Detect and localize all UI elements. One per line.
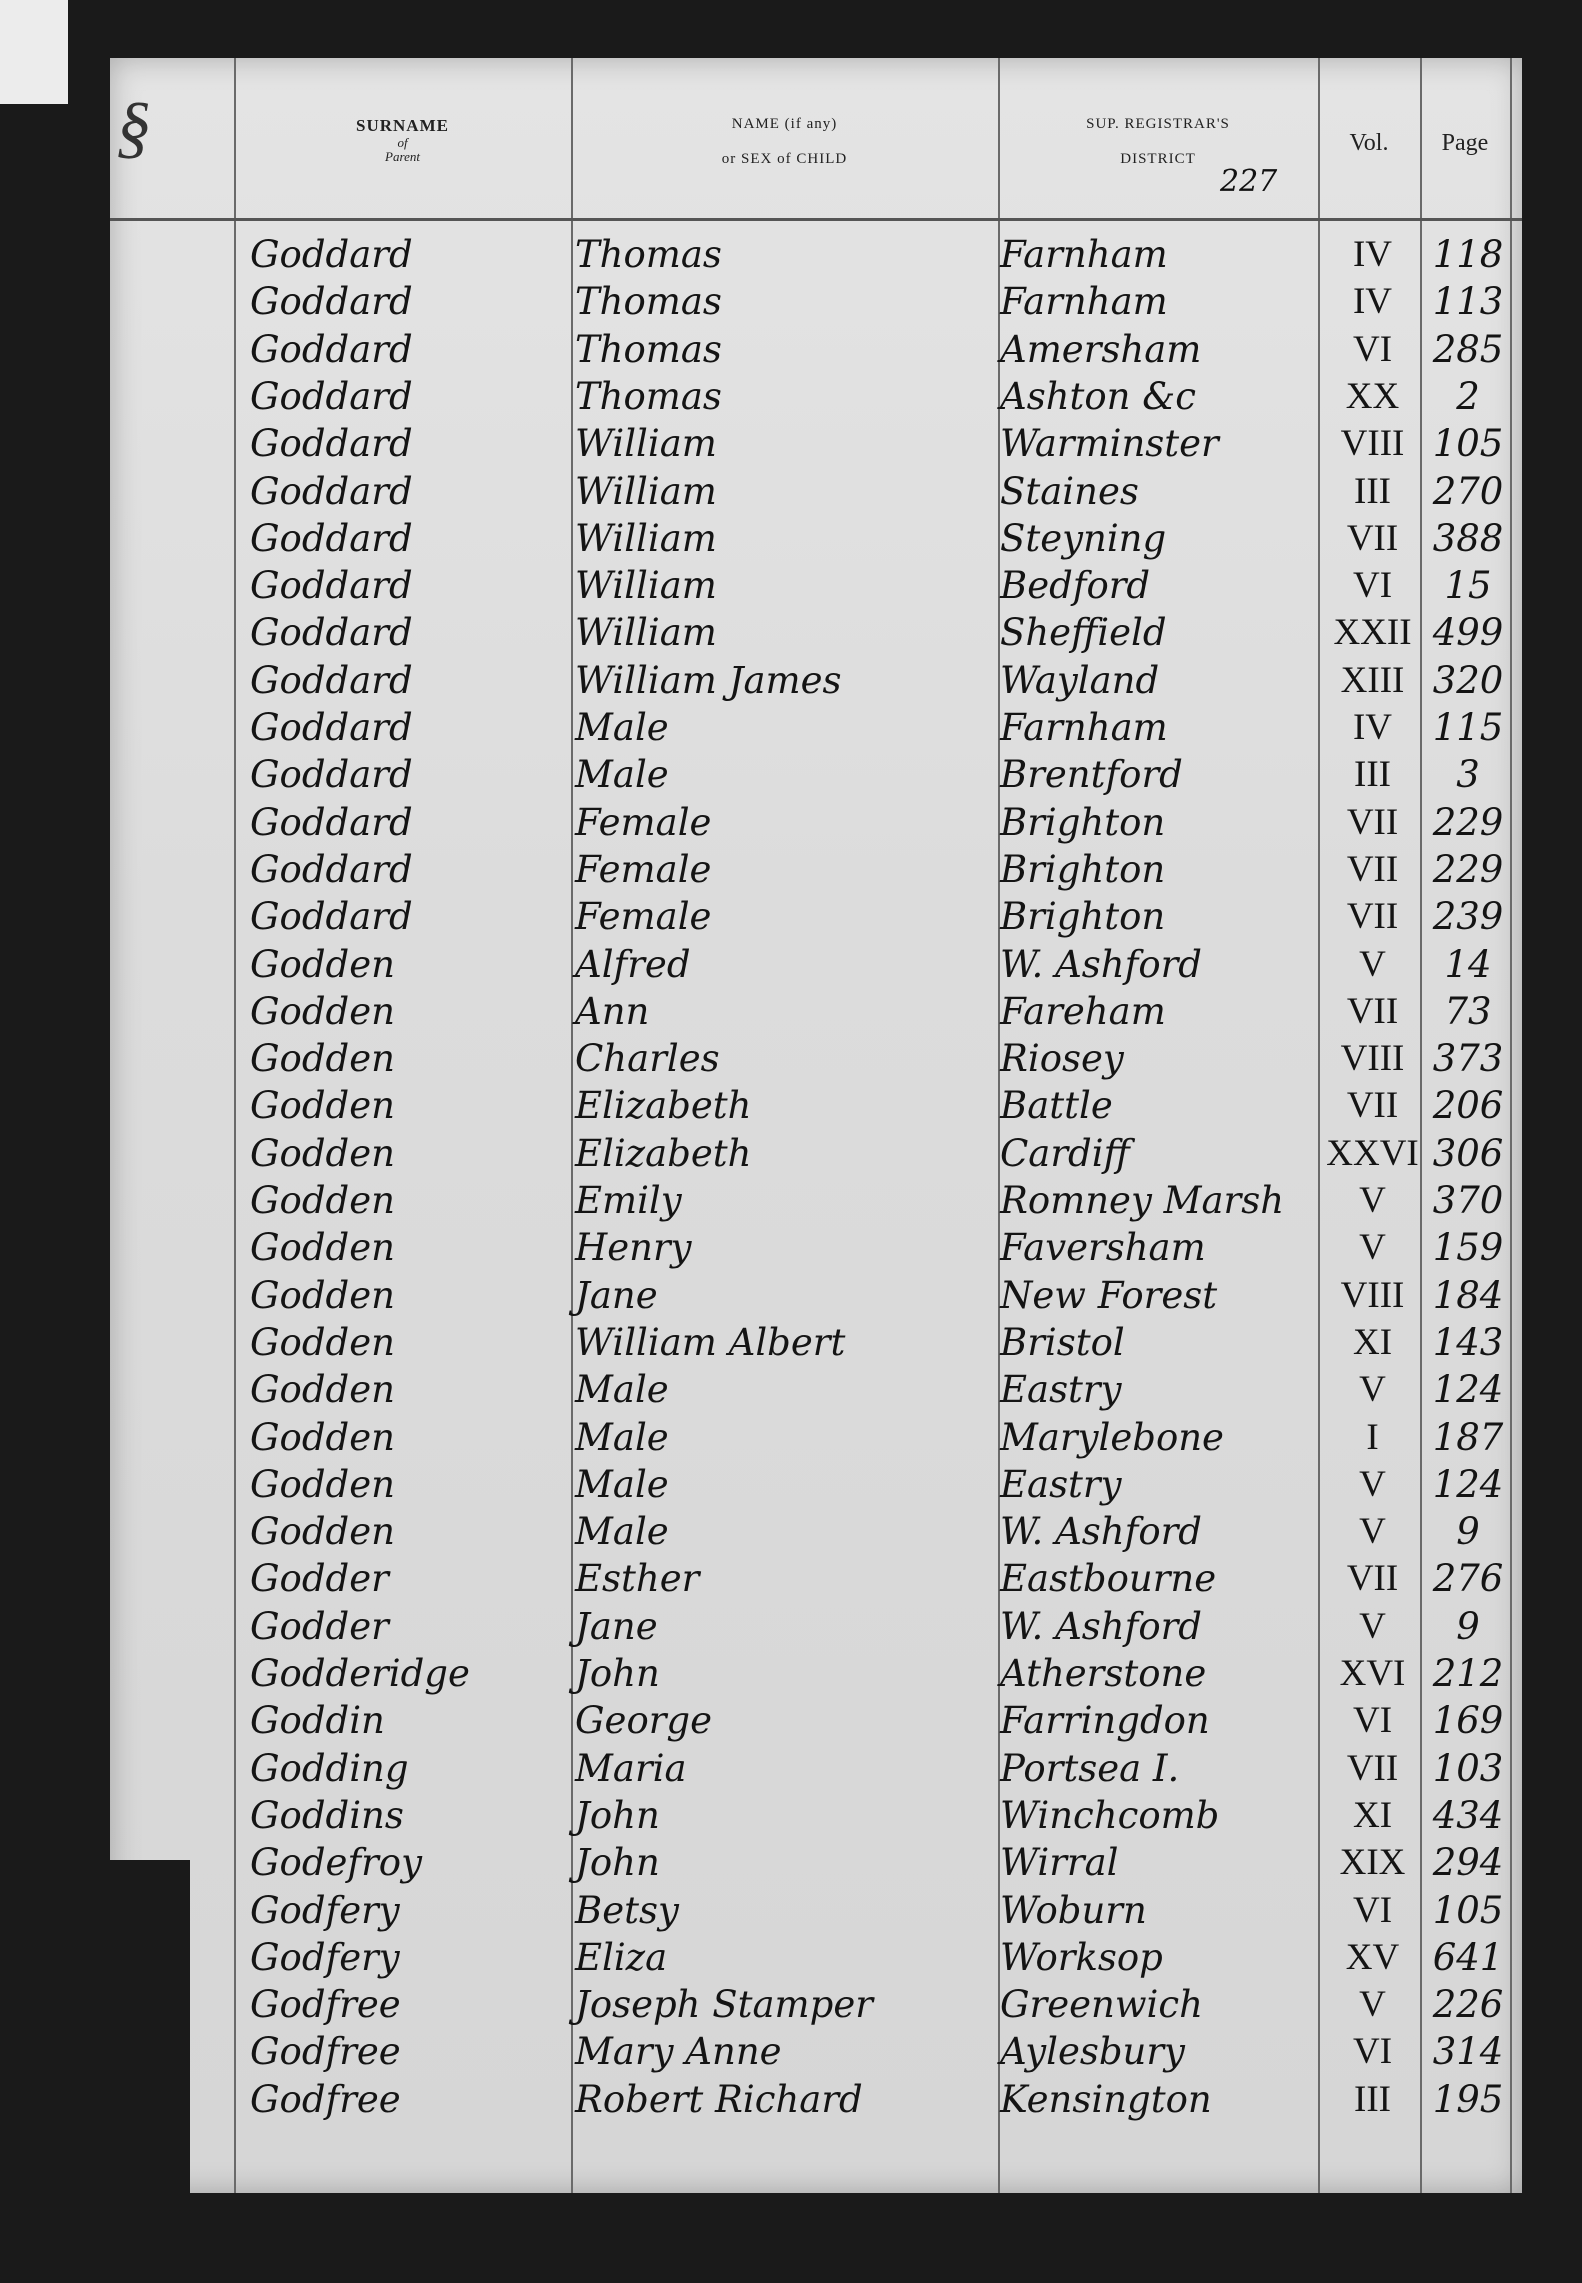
table-row [110, 706, 1522, 753]
volume-cell: VI [1352, 1700, 1393, 1742]
surname-cell: Goddard [250, 706, 413, 749]
name-cell: Mary Anne [575, 2030, 782, 2074]
name-cell: Henry [575, 1226, 692, 1270]
register-header [110, 58, 1522, 220]
name-cell: Eliza [575, 1935, 668, 1979]
volume-cell: V [1359, 1227, 1386, 1269]
district-cell: Bedford [1000, 564, 1151, 608]
table-row [110, 564, 1522, 611]
table-row [110, 611, 1522, 658]
district-cell: Brighton [1000, 847, 1166, 891]
page-cell: 113 [1432, 280, 1504, 324]
table-row [110, 280, 1522, 327]
surname-cell: Godden [250, 1320, 395, 1364]
volume-cell: XV [1345, 1936, 1400, 1978]
name-cell: Maria [575, 1746, 687, 1790]
district-cell: Portsea I. [1000, 1746, 1180, 1790]
district-cell: Wirral [1000, 1841, 1119, 1885]
volume-cell: V [1359, 1180, 1386, 1221]
district-cell: Amersham [1000, 327, 1202, 371]
table-row [110, 943, 1522, 990]
page-cell: 499 [1432, 611, 1504, 655]
name-cell: Thomas [575, 327, 722, 371]
page-cell: 115 [1432, 706, 1504, 749]
surname-cell: Goddard [250, 280, 413, 324]
table-row [110, 517, 1522, 564]
district-cell: Winchcomb [1000, 1793, 1220, 1837]
surname-cell: Godding [250, 1746, 409, 1790]
district-cell: Marylebone [1000, 1415, 1224, 1459]
name-cell: Jane [575, 1273, 658, 1317]
surname-cell: Godderidge [250, 1652, 470, 1695]
volume-cell: VII [1346, 896, 1399, 938]
surname-cell: Godden [250, 1273, 395, 1317]
table-row [110, 895, 1522, 942]
district-cell: New Forest [1000, 1273, 1218, 1317]
name-cell: Robert Richard [575, 2077, 863, 2121]
district-cell: Staines [1000, 469, 1139, 513]
district-cell: Eastry [1000, 1368, 1122, 1412]
volume-cell: III [1354, 470, 1391, 512]
name-cell: John [575, 1841, 660, 1885]
name-cell: John [575, 1652, 660, 1695]
name-cell: Male [575, 1415, 669, 1459]
surname-cell: Goddard [250, 895, 413, 939]
scan-corner [0, 0, 68, 104]
name-cell: William [575, 469, 717, 513]
name-cell: William [575, 564, 717, 608]
surname-cell: Godefroy [250, 1841, 422, 1885]
name-cell: Jane [575, 1604, 658, 1648]
volume-cell: III [1354, 754, 1391, 796]
page-cell: 641 [1432, 1935, 1504, 1979]
page-cell: 103 [1432, 1746, 1504, 1790]
volume-cell: I [1366, 1416, 1379, 1458]
page-cell: 118 [1432, 233, 1504, 276]
page-cell: 184 [1432, 1273, 1504, 1317]
table-row [110, 1699, 1522, 1746]
page-cell: 14 [1444, 942, 1492, 986]
volume-cell: III [1354, 2078, 1391, 2120]
surname-cell: Godfree [250, 2077, 401, 2121]
volume-cell: IV [1352, 707, 1393, 748]
volume-cell: V [1359, 1369, 1386, 1411]
volume-cell: IV [1352, 281, 1393, 323]
scan-edge [110, 1860, 190, 2193]
name-cell: William [575, 422, 717, 466]
table-row [110, 328, 1522, 375]
volume-cell: VI [1352, 565, 1393, 607]
table-row [110, 1274, 1522, 1321]
district-cell: Steyning [1000, 516, 1167, 560]
table-row [110, 848, 1522, 895]
district-cell: Eastbourne [1000, 1557, 1217, 1601]
district-cell: Brighton [1000, 800, 1166, 844]
surname-cell: Godder [250, 1604, 389, 1648]
page-cell: 226 [1432, 1983, 1504, 2027]
district-header: SUP. REGISTRAR'S DISTRICT [1086, 116, 1230, 168]
surname-cell: Godden [250, 1510, 395, 1554]
name-cell: Elizabeth [575, 1131, 752, 1175]
volume-cell: XXII [1333, 612, 1412, 654]
district-cell: W. Ashford [1000, 942, 1202, 986]
district-cell: Aylesbury [1000, 2030, 1185, 2074]
table-row [110, 1084, 1522, 1131]
name-cell: William [575, 611, 717, 655]
table-row [110, 1983, 1522, 2030]
page-cell: 187 [1432, 1415, 1504, 1459]
page-cell: 105 [1432, 1888, 1504, 1932]
table-row [110, 1226, 1522, 1273]
table-row [110, 1605, 1522, 1652]
table-row [110, 375, 1522, 422]
page-cell: 229 [1432, 800, 1504, 844]
name-header: NAME (if any) or SEX of CHILD [721, 116, 848, 168]
volume-cell: VIII [1340, 423, 1405, 465]
volume-cell: XVI [1339, 1653, 1406, 1694]
name-cell: Thomas [575, 280, 722, 324]
surname-cell: Godfree [250, 1983, 401, 2027]
table-row [110, 990, 1522, 1037]
table-row [110, 2030, 1522, 2077]
surname-cell: Goddard [250, 327, 413, 371]
name-cell: Alfred [575, 942, 691, 986]
table-row [110, 1368, 1522, 1415]
surname-cell: Godden [250, 1368, 395, 1412]
page-cell: 9 [1456, 1510, 1480, 1554]
name-cell: Female [575, 895, 712, 939]
district-cell: Kensington [1000, 2077, 1212, 2121]
page-cell: 314 [1432, 2030, 1504, 2074]
district-cell: Battle [1000, 1084, 1113, 1128]
surname-cell: Godfree [250, 2030, 401, 2074]
name-cell: Female [575, 800, 712, 844]
name-cell: William [575, 516, 717, 560]
district-cell: Atherstone [1000, 1652, 1207, 1695]
volume-cell: XI [1352, 1794, 1393, 1836]
volume-cell: VII [1346, 1558, 1399, 1600]
surname-cell: Godden [250, 989, 395, 1033]
name-cell: Betsy [575, 1888, 679, 1932]
district-cell: Brighton [1000, 895, 1166, 939]
surname-cell: Goddard [250, 469, 413, 513]
district-cell: Ashton &c [1000, 374, 1196, 418]
surname-cell: Godden [250, 1084, 395, 1128]
name-cell: George [575, 1699, 712, 1743]
district-cell: Sheffield [1000, 611, 1167, 655]
page-cell: 2 [1456, 374, 1480, 418]
table-row [110, 753, 1522, 800]
surname-cell: Godden [250, 1179, 395, 1222]
page-cell: 143 [1432, 1320, 1504, 1364]
page-cell: 434 [1432, 1793, 1504, 1837]
name-cell: Male [575, 706, 669, 749]
page-cell: 373 [1432, 1037, 1504, 1081]
district-cell: Farnham [1000, 280, 1168, 324]
table-row [110, 1416, 1522, 1463]
table-row [110, 1841, 1522, 1888]
name-cell: Emily [575, 1179, 682, 1222]
volume-cell: XI [1352, 1321, 1393, 1363]
page-cell: 105 [1432, 422, 1504, 466]
table-row [110, 1321, 1522, 1368]
pencil-mark: § [116, 89, 151, 166]
page-cell: 239 [1432, 895, 1504, 939]
surname-cell: Goddard [250, 516, 413, 560]
district-cell: Eastry [1000, 1462, 1122, 1506]
surname-cell: Goddins [250, 1793, 404, 1837]
page-cell: 212 [1432, 1652, 1504, 1695]
district-cell: W. Ashford [1000, 1604, 1202, 1648]
surname-cell: Godden [250, 1462, 395, 1506]
surname-cell: Godden [250, 1226, 395, 1270]
name-cell: William James [575, 658, 842, 702]
page-cell: 195 [1432, 2077, 1504, 2121]
page-cell: 73 [1444, 989, 1492, 1033]
name-cell: Male [575, 1368, 669, 1412]
page-cell: 159 [1432, 1226, 1504, 1270]
page-cell: 206 [1432, 1084, 1504, 1128]
surname-cell: Goddin [250, 1699, 385, 1743]
page-cell: 320 [1432, 658, 1504, 702]
name-cell: Male [575, 1462, 669, 1506]
district-cell: Wayland [1000, 658, 1160, 702]
surname-cell: Goddard [250, 564, 413, 608]
name-cell: William Albert [575, 1320, 846, 1364]
page-cell: 169 [1432, 1699, 1504, 1743]
district-cell: Farringdon [1000, 1699, 1210, 1743]
table-row [110, 2078, 1522, 2125]
table-row [110, 1936, 1522, 1983]
volume-cell: V [1359, 943, 1386, 985]
header-rule [110, 218, 1522, 221]
page-cell: 388 [1432, 516, 1504, 560]
district-cell: W. Ashford [1000, 1510, 1202, 1554]
page-cell: 229 [1432, 847, 1504, 891]
surname-cell: Godder [250, 1557, 389, 1601]
volume-cell: IV [1352, 234, 1393, 275]
surname-cell: Godfery [250, 1888, 400, 1932]
surname-cell: Goddard [250, 800, 413, 844]
surname-cell: Goddard [250, 658, 413, 702]
volume-cell: VI [1352, 2031, 1393, 2073]
volume-cell: V [1359, 1511, 1386, 1553]
page-cell: 9 [1456, 1604, 1480, 1648]
table-row [110, 1179, 1522, 1226]
district-cell: Brentford [1000, 753, 1183, 797]
page-cell: 3 [1456, 753, 1480, 797]
surname-cell: Godden [250, 1131, 395, 1175]
page-cell: 270 [1432, 469, 1504, 513]
district-cell: Cardiff [1000, 1131, 1130, 1175]
table-row [110, 659, 1522, 706]
district-cell: Farnham [1000, 233, 1168, 276]
name-cell: Male [575, 1510, 669, 1554]
page-cell: 306 [1432, 1131, 1504, 1175]
volume-cell: V [1359, 1984, 1386, 2026]
surname-cell: Goddard [250, 233, 413, 276]
surname-cell: Godden [250, 942, 395, 986]
table-row [110, 801, 1522, 848]
name-cell: Female [575, 847, 712, 891]
volume-cell: V [1359, 1605, 1386, 1647]
name-cell: Charles [575, 1037, 720, 1081]
page-cell: 294 [1432, 1841, 1504, 1885]
table-row [110, 1889, 1522, 1936]
table-row [110, 1510, 1522, 1557]
volume-cell: XXVI [1326, 1132, 1419, 1174]
surname-cell: Goddard [250, 611, 413, 655]
surname-cell: Goddard [250, 753, 413, 797]
page-cell: 370 [1432, 1179, 1504, 1222]
district-cell: Woburn [1000, 1888, 1147, 1932]
surname-cell: Goddard [250, 374, 413, 418]
name-cell: Joseph Stamper [575, 1983, 873, 2027]
table-row [110, 1557, 1522, 1604]
volume-cell: V [1359, 1463, 1386, 1505]
page-cell: 124 [1432, 1368, 1504, 1412]
table-row [110, 1652, 1522, 1699]
name-cell: Thomas [575, 233, 722, 276]
district-cell: Worksop [1000, 1935, 1163, 1979]
table-row [110, 422, 1522, 469]
volume-cell: XIX [1339, 1842, 1406, 1884]
table-row [110, 1794, 1522, 1841]
volume-cell: VII [1346, 1747, 1399, 1789]
name-cell: John [575, 1793, 660, 1837]
district-cell: Farnham [1000, 706, 1168, 749]
table-row [110, 233, 1522, 280]
volume-cell: VII [1346, 801, 1399, 843]
district-number: 227 [1220, 164, 1278, 199]
surname-cell: Godfery [250, 1935, 400, 1979]
name-cell: Esther [575, 1557, 700, 1601]
surname-header: SURNAME of Parent [356, 116, 449, 165]
volume-cell: XIII [1340, 659, 1405, 701]
district-cell: Fareham [1000, 989, 1166, 1033]
page-header: Page [1441, 130, 1489, 156]
page-cell: 15 [1444, 564, 1492, 608]
volume-cell: VI [1352, 328, 1393, 370]
district-cell: Romney Marsh [1000, 1179, 1285, 1222]
name-cell: Thomas [575, 374, 722, 418]
volume-cell: VIII [1340, 1274, 1405, 1316]
page-cell: 276 [1432, 1557, 1504, 1601]
name-cell: Ann [575, 989, 650, 1033]
district-cell: Faversham [1000, 1226, 1206, 1270]
surname-cell: Godden [250, 1037, 395, 1081]
table-row [110, 1747, 1522, 1794]
volume-header: Vol. [1349, 130, 1389, 156]
table-row [110, 1037, 1522, 1084]
district-cell: Riosey [1000, 1037, 1124, 1081]
volume-cell: VI [1352, 1889, 1393, 1931]
name-cell: Elizabeth [575, 1084, 752, 1128]
volume-cell: VII [1346, 990, 1399, 1032]
district-cell: Warminster [1000, 422, 1219, 466]
page-cell: 124 [1432, 1462, 1504, 1506]
surname-cell: Godden [250, 1415, 395, 1459]
surname-cell: Goddard [250, 422, 413, 466]
table-row [110, 470, 1522, 517]
district-cell: Greenwich [1000, 1983, 1203, 2027]
volume-cell: VIII [1340, 1038, 1405, 1080]
surname-cell: Goddard [250, 847, 413, 891]
table-row [110, 1132, 1522, 1179]
volume-cell: VII [1346, 1085, 1399, 1127]
table-row [110, 1463, 1522, 1510]
register-page [110, 58, 1522, 2193]
volume-cell: VII [1346, 517, 1399, 559]
volume-cell: XX [1345, 375, 1400, 417]
name-cell: Male [575, 753, 669, 797]
district-cell: Bristol [1000, 1320, 1125, 1364]
volume-cell: VII [1346, 848, 1399, 890]
page-cell: 285 [1432, 327, 1504, 371]
